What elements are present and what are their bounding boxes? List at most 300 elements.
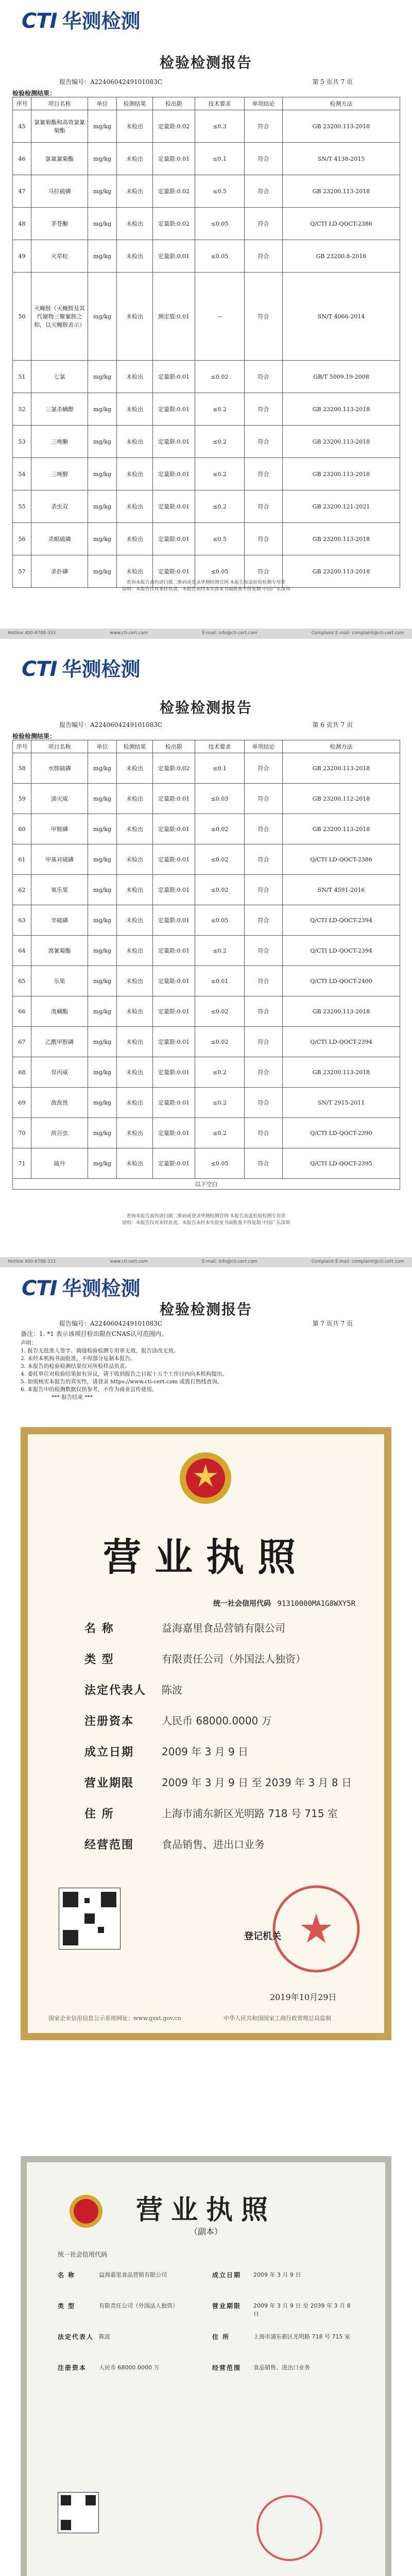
authority-label: 登记机关 xyxy=(244,1931,281,1942)
page-number: 第 6 页共 7 页 xyxy=(312,721,353,728)
license-copy-field-row xyxy=(58,2363,197,2372)
cell-unit: mg/kg xyxy=(88,875,117,905)
cell-unit: mg/kg xyxy=(88,208,117,240)
section-label: 检验检测结果： xyxy=(12,90,56,97)
cell-conc: 符合 xyxy=(245,555,283,588)
cell-method: GB 23200.113-2018 xyxy=(283,523,400,555)
cell-method: Q/CTI LD-QOCT-2400 xyxy=(283,966,400,996)
report-number: 报告编号：A2240604249101083C xyxy=(59,1320,163,1327)
cell-no: 58 xyxy=(13,753,31,784)
cell-method: Q/CTI LD-QOCT-2386 xyxy=(283,208,400,240)
col-req: 技术要求 xyxy=(195,740,245,753)
cell-result: 未检出 xyxy=(117,523,153,555)
field-value: 陈波 xyxy=(99,2333,110,2340)
cell-conc: 符合 xyxy=(245,273,283,361)
field-key: 名 称 xyxy=(58,2272,76,2279)
cell-result: 未检出 xyxy=(117,110,153,143)
report-number: 报告编号：A2240604249101083C xyxy=(59,721,163,728)
cell-no: 66 xyxy=(13,996,31,1027)
license-field-row xyxy=(84,1620,357,1636)
cell-name: 溴螨酯 xyxy=(31,996,88,1027)
table-row xyxy=(13,110,400,143)
table-row xyxy=(13,905,400,936)
cell-result: 未检出 xyxy=(117,1057,153,1088)
cell-limit: 定量限:0.01 xyxy=(153,490,195,523)
cell-unit: mg/kg xyxy=(88,273,117,361)
credit-label: 统一社会信用代码 xyxy=(58,2251,108,2258)
cell-no: 59 xyxy=(13,784,31,814)
cell-conc: 符合 xyxy=(245,1088,283,1118)
license-field-row xyxy=(84,1805,357,1821)
cell-unit: mg/kg xyxy=(88,143,117,175)
cell-name: 氯氟氰菊酯 xyxy=(31,143,88,175)
cell-name: 马拉硫磷 xyxy=(31,175,88,208)
cell-req: ≤0.02 xyxy=(195,996,245,1027)
remark: 备注：1. *1 表示该项目检出限在CNAS认可范围内。 xyxy=(21,1330,168,1337)
cell-method: GB 23200.113-2018 xyxy=(283,426,400,458)
cell-no: 47 xyxy=(13,175,31,208)
cell-limit: 测定值:0.01 xyxy=(153,273,195,361)
field-value: 2009 年 3 月 9 日 至 2039 年 3 月 8 日 xyxy=(162,1776,352,1789)
complaint-email[interactable]: Complaint E-mail: complaint@cti-cert.com xyxy=(311,1259,404,1264)
cell-conc: 符合 xyxy=(245,1118,283,1148)
cell-result: 未检出 xyxy=(117,905,153,936)
field-key: 法定代表人 xyxy=(58,2333,94,2341)
national-emblem-icon xyxy=(177,1450,234,1506)
cell-req: ≤0.5 xyxy=(195,523,245,555)
cell-name: 甲胺磷 xyxy=(31,814,88,844)
cell-method: GB 23200.113-2018 xyxy=(283,393,400,426)
table-row xyxy=(13,490,400,523)
table-row xyxy=(13,426,400,458)
cell-no: 49 xyxy=(13,240,31,273)
cell-no: 46 xyxy=(13,143,31,175)
cell-result: 未检出 xyxy=(117,361,153,393)
cell-conc: 符合 xyxy=(245,426,283,458)
cell-conc: 符合 xyxy=(245,905,283,936)
qr-code-icon xyxy=(58,2492,99,2533)
cell-limit: 定量限:0.02 xyxy=(153,175,195,208)
cell-req: ≤0.01 xyxy=(195,966,245,996)
cell-req: ≤0.2 xyxy=(195,393,245,426)
cti-logo xyxy=(22,5,141,33)
cell-limit: 定量限:0.01 xyxy=(153,784,195,814)
cell-result: 未检出 xyxy=(117,1148,153,1179)
cell-limit: 定量限:0.01 xyxy=(153,996,195,1027)
field-key: 成立日期 xyxy=(84,1745,134,1759)
declaration-items xyxy=(21,1340,391,1401)
cell-name: 敌百虫 xyxy=(31,1118,88,1148)
cell-limit: 定量限:0.01 xyxy=(153,458,195,490)
complaint-email[interactable]: Complaint E-mail: complaint@cti-cert.com xyxy=(311,631,404,636)
table-row xyxy=(13,753,400,784)
col-conc: 单项结论 xyxy=(245,740,283,753)
cell-unit: mg/kg xyxy=(88,490,117,523)
cell-limit: 定量限:0.01 xyxy=(153,875,195,905)
cell-unit: mg/kg xyxy=(88,1057,117,1088)
cell-conc: 符合 xyxy=(245,523,283,555)
license-copy-field-row xyxy=(58,2332,197,2341)
cell-unit: mg/kg xyxy=(88,1088,117,1118)
cell-result: 未检出 xyxy=(117,458,153,490)
cell-req: ≤0.2 xyxy=(195,1088,245,1118)
cell-result: 未检出 xyxy=(117,753,153,784)
cell-limit: 定量限:0.01 xyxy=(153,426,195,458)
cell-conc: 符合 xyxy=(245,814,283,844)
website[interactable]: www.cti-cert.com xyxy=(110,1259,148,1264)
declaration-item: 3. 本报告的检验检测结果仅对所检样品负责。 xyxy=(21,1363,130,1369)
cell-no: 63 xyxy=(13,905,31,936)
cell-limit: 定量限:0.01 xyxy=(153,1057,195,1088)
declaration-item: 4. 委托单位对检验结果如有异议，请于收到报告之日起十五个工作日内向本机构提出。 xyxy=(21,1371,228,1377)
table-row xyxy=(13,875,400,905)
cell-limit: 定量限:0.01 xyxy=(153,814,195,844)
cell-req: ≤0.02 xyxy=(195,875,245,905)
cell-name: 杀虫双 xyxy=(31,490,88,523)
page-number: 第 7 页共 7 页 xyxy=(312,1320,353,1327)
email[interactable]: E-mail: info@cti-cert.com xyxy=(202,631,258,636)
table-row xyxy=(13,523,400,555)
website[interactable]: www.cti-cert.com xyxy=(110,631,148,636)
cell-method: Q/CTI LD-QOCT-2394 xyxy=(283,936,400,966)
table-header xyxy=(13,97,400,110)
credit-code-row xyxy=(213,1598,355,1608)
page-number: 第 5 页共 7 页 xyxy=(312,78,353,86)
cell-limit: 定量限:0.02 xyxy=(153,753,195,784)
col-limit: 检出限 xyxy=(153,740,195,753)
field-value: 上海市浦东新区光明路 718 号 715 室 xyxy=(162,1807,338,1820)
cell-method: GB/T 5009.19-2008 xyxy=(283,361,400,393)
report-meta xyxy=(59,1319,353,1328)
cell-name: 氯氰菊酯和高效氯氰菊酯 xyxy=(31,110,88,143)
field-key: 营业期限 xyxy=(212,2302,242,2310)
cell-name: 三唑酮 xyxy=(31,426,88,458)
cell-unit: mg/kg xyxy=(88,523,117,555)
col-unit: 单位 xyxy=(88,97,117,110)
cell-limit: 定量限:0.01 xyxy=(153,936,195,966)
cell-limit: 定量限:0.01 xyxy=(153,555,195,588)
cell-unit: mg/kg xyxy=(88,1118,117,1148)
field-key: 经营范围 xyxy=(84,1838,134,1852)
field-key: 住 所 xyxy=(84,1807,114,1821)
cell-method: GB 23200.113-2018 xyxy=(283,555,400,588)
report-meta xyxy=(59,77,353,86)
field-value: 2009 年 3 月 9 日 至 2039 年 3 月 8 日 xyxy=(253,2302,351,2317)
cell-no: 68 xyxy=(13,1057,31,1088)
field-value: 人民币 68000.0000 万 xyxy=(162,1715,272,1727)
cell-no: 70 xyxy=(13,1118,31,1148)
cell-method: GB 23200.113-2018 xyxy=(283,753,400,784)
cell-limit: 定量限:0.01 xyxy=(153,1088,195,1118)
hotline: Hotline 400-6788-333 xyxy=(8,1259,56,1264)
cell-req: ≤0.05 xyxy=(195,208,245,240)
cell-conc: 符合 xyxy=(245,1148,283,1179)
table-row xyxy=(13,393,400,426)
field-value: 2009 年 3 月 9 日 xyxy=(162,1745,249,1758)
cell-name: 乙酰甲胺磷 xyxy=(31,1027,88,1057)
cell-unit: mg/kg xyxy=(88,426,117,458)
cell-conc: 符合 xyxy=(245,844,283,875)
table-row xyxy=(13,1118,400,1148)
cell-name: 甲基对硫磷 xyxy=(31,844,88,875)
cell-conc: 符合 xyxy=(245,875,283,905)
col-no: 序号 xyxy=(13,740,31,753)
cell-conc: 符合 xyxy=(245,208,283,240)
cell-name: 硫丹 xyxy=(31,1148,88,1179)
cell-limit: 定量限:0.01 xyxy=(153,361,195,393)
table-row xyxy=(13,361,400,393)
cell-conc: 符合 xyxy=(245,175,283,208)
declaration-item: 5. 如需核实本报告的真实性，请登录 https://www.cti-cert.com 或拨打热线查询。 xyxy=(21,1379,223,1385)
cell-conc: 符合 xyxy=(245,753,283,784)
cell-req: ≤0.02 xyxy=(195,1027,245,1057)
page-title: 检验检测报告 xyxy=(159,54,252,71)
cti-logo xyxy=(22,653,141,682)
cell-name: 异丙威 xyxy=(31,1057,88,1088)
cell-result: 未检出 xyxy=(117,240,153,273)
report-footer xyxy=(0,580,412,593)
cell-unit: mg/kg xyxy=(88,1148,117,1179)
cell-name: 灭草松 xyxy=(31,240,88,273)
cell-method: Q/CTI LD-QOCT-2390 xyxy=(283,1118,400,1148)
contact-bar xyxy=(8,631,404,636)
cell-method: GB 23200.113-2018 xyxy=(283,110,400,143)
cell-limit: 定量限:0.02 xyxy=(153,110,195,143)
cell-no: 51 xyxy=(13,361,31,393)
table-row xyxy=(13,143,400,175)
field-key: 法定代表人 xyxy=(84,1684,147,1697)
page-title: 检验检测报告 xyxy=(159,1301,252,1318)
declaration-item: 6. 本报告中的检测数据仅供参考，不作为商业宣传使用。 xyxy=(21,1386,158,1393)
cell-conc: 符合 xyxy=(245,490,283,523)
cell-req: ≤0.02 xyxy=(195,814,245,844)
cell-conc: 符合 xyxy=(245,458,283,490)
cell-unit: mg/kg xyxy=(88,814,117,844)
cell-result: 未检出 xyxy=(117,175,153,208)
cell-result: 未检出 xyxy=(117,966,153,996)
field-key: 类 型 xyxy=(84,1653,114,1666)
logo-brand: CTI xyxy=(22,9,57,33)
cell-no: 71 xyxy=(13,1148,31,1179)
cell-no: 48 xyxy=(13,208,31,240)
cell-no: 67 xyxy=(13,1027,31,1057)
business-license-copy xyxy=(21,2156,391,2576)
cell-no: 55 xyxy=(13,490,31,523)
cell-unit: mg/kg xyxy=(88,240,117,273)
field-value: 食品销售、进出口业务 xyxy=(253,2364,310,2371)
table-row xyxy=(13,208,400,240)
field-value: 益海嘉里食品营销有限公司 xyxy=(162,1622,285,1634)
report-page-5 xyxy=(0,0,412,629)
official-seal-icon xyxy=(270,1883,363,1975)
cell-method: GB 23200.113-2018 xyxy=(283,1057,400,1088)
table-row xyxy=(13,844,400,875)
field-key: 成立日期 xyxy=(212,2272,242,2279)
cell-method: Q/CTI LD-QOCT-2394 xyxy=(283,905,400,936)
declaration-item: 2. 未经本机构书面批准，不得部分复制本报告。 xyxy=(21,1355,136,1362)
cell-no: 57 xyxy=(13,555,31,588)
cell-limit: 定量限:0.01 xyxy=(153,1118,195,1148)
cell-req: ≤0.2 xyxy=(195,458,245,490)
table-row xyxy=(13,175,400,208)
col-name: 项目名称 xyxy=(31,97,88,110)
cell-no: 56 xyxy=(13,523,31,555)
cell-no: 61 xyxy=(13,844,31,875)
cell-unit: mg/kg xyxy=(88,393,117,426)
cell-unit: mg/kg xyxy=(88,458,117,490)
credit-code: 91310000MA1G8WXY5R xyxy=(277,1600,356,1608)
qr-code-icon xyxy=(59,1888,121,1950)
col-method: 检测方法 xyxy=(283,97,400,110)
field-key: 住 所 xyxy=(212,2333,230,2341)
license-title: 营业执照 xyxy=(103,1535,309,1580)
cell-conc: 符合 xyxy=(245,966,283,996)
table-end-note: 以下空白 xyxy=(13,1179,400,1190)
supervisor-note: 中华人民共和国国家工商行政管理总局监制 xyxy=(224,2015,331,2022)
cell-req: ≤0.2 xyxy=(195,1118,245,1148)
cell-method: GB 23200.112-2018 xyxy=(283,784,400,814)
cell-result: 未检出 xyxy=(117,996,153,1027)
cell-unit: mg/kg xyxy=(88,996,117,1027)
cell-no: 45 xyxy=(13,110,31,143)
field-key: 名 称 xyxy=(84,1622,114,1635)
license-field-row xyxy=(84,1774,357,1790)
cell-result: 未检出 xyxy=(117,555,153,588)
cell-req: ≤0.03 xyxy=(195,784,245,814)
table-row xyxy=(13,458,400,490)
cell-req: ≤0.02 xyxy=(195,844,245,875)
email[interactable]: E-mail: info@cti-cert.com xyxy=(202,1259,258,1264)
license-field-row xyxy=(84,1651,357,1667)
cell-no: 60 xyxy=(13,814,31,844)
cti-logo xyxy=(22,1273,141,1301)
logo-cn: 华测检测 xyxy=(62,1277,141,1300)
cell-conc: 符合 xyxy=(245,240,283,273)
cell-limit: 定量限:0.01 xyxy=(153,844,195,875)
cell-limit: 定量限:0.01 xyxy=(153,240,195,273)
cell-req: ≤0.2 xyxy=(195,1057,245,1088)
cell-req: ≤0.05 xyxy=(195,1148,245,1179)
cell-no: 62 xyxy=(13,875,31,905)
cell-no: 65 xyxy=(13,966,31,996)
license-field-row xyxy=(84,1713,357,1728)
cell-conc: 符合 xyxy=(245,784,283,814)
cell-req: ≤0.1 xyxy=(195,753,245,784)
license-field-row xyxy=(84,1682,357,1698)
footer-line-1: 查询本报告真伪请扫描二维码或登录华测检测官网 本报告加盖检验检测专用章 xyxy=(126,580,286,585)
cell-result: 未检出 xyxy=(117,426,153,458)
cell-req: ≤0.5 xyxy=(195,175,245,208)
cell-result: 未检出 xyxy=(117,143,153,175)
cell-no: 53 xyxy=(13,426,31,458)
table-header xyxy=(13,740,400,753)
cell-method: GB 23200.113-2018 xyxy=(283,814,400,844)
field-key: 注册资本 xyxy=(58,2364,87,2371)
cell-no: 64 xyxy=(13,936,31,966)
cell-conc: 符合 xyxy=(245,1057,283,1088)
license-copy-field-row xyxy=(58,2301,197,2310)
logo-brand: CTI xyxy=(22,657,57,681)
field-value: 有限责任公司（外国法人独资） xyxy=(162,1653,306,1665)
col-result: 检测结果 xyxy=(117,97,153,110)
cell-no: 50 xyxy=(13,273,31,361)
cell-result: 未检出 xyxy=(117,784,153,814)
cell-method: SN/T 4066-2014 xyxy=(283,273,400,361)
col-result: 检测结果 xyxy=(117,740,153,753)
table-row xyxy=(13,1148,400,1179)
hotline: Hotline 400-6788-333 xyxy=(8,631,56,636)
cell-name: 溴氰菊酯 xyxy=(31,936,88,966)
cell-conc: 符合 xyxy=(245,143,283,175)
cell-method: GB 23200.8-2016 xyxy=(283,240,400,273)
table-row xyxy=(13,1057,400,1088)
cell-result: 未检出 xyxy=(117,1118,153,1148)
license-copy-field-row xyxy=(212,2301,351,2318)
cell-no: 52 xyxy=(13,393,31,426)
cell-req: ≤0.05 xyxy=(195,555,245,588)
field-key: 类 型 xyxy=(58,2302,76,2310)
cell-method: Q/CTI LD-QOCT-2395 xyxy=(283,1148,400,1179)
cell-name: 氧乐果 xyxy=(31,875,88,905)
report-end: *** 报告结束 *** xyxy=(52,1394,93,1400)
field-value: 人民币 68000.0000 万 xyxy=(99,2364,160,2371)
field-key: 注册资本 xyxy=(84,1715,134,1728)
license-copy-field-row xyxy=(58,2270,197,2279)
cell-name: 三唑醇 xyxy=(31,458,88,490)
table-row xyxy=(13,784,400,814)
table-row xyxy=(13,996,400,1027)
cell-result: 未检出 xyxy=(117,844,153,875)
credit-label: 统一社会信用代码 xyxy=(213,1600,271,1608)
cell-req: ≤0.2 xyxy=(195,426,245,458)
cell-req: ≤0.3 xyxy=(195,110,245,143)
page-title: 检验检测报告 xyxy=(159,699,252,716)
col-method: 检测方法 xyxy=(283,740,400,753)
declaration-item: 1. 报告无批准人签字、骑缝检验检测专用章无效，报告涂改无效。 xyxy=(21,1348,179,1354)
cell-method: GB 23200.113-2018 xyxy=(283,175,400,208)
table-row xyxy=(13,814,400,844)
cell-limit: 定量限:0.01 xyxy=(153,905,195,936)
cell-result: 未检出 xyxy=(117,936,153,966)
cell-method: Q/CTI LD-QOCT-2394 xyxy=(283,1027,400,1057)
cell-limit: 定量限:0.01 xyxy=(153,393,195,426)
license-field-row xyxy=(84,1836,357,1852)
col-no: 序号 xyxy=(13,97,31,110)
cell-limit: 定量限:0.01 xyxy=(153,966,195,996)
cell-name: 茅苍酮 xyxy=(31,208,88,240)
cell-method: SN/T 4591-2016 xyxy=(283,875,400,905)
cell-name: 辛硫磷 xyxy=(31,905,88,936)
cell-result: 未检出 xyxy=(117,814,153,844)
cell-req: ≤0.2 xyxy=(195,490,245,523)
cell-conc: 符合 xyxy=(245,361,283,393)
cell-unit: mg/kg xyxy=(88,966,117,996)
cell-method: GB 23200.121-2021 xyxy=(283,490,400,523)
results-table-2 xyxy=(12,740,400,1190)
logo-cn: 华测检测 xyxy=(62,10,141,32)
cell-conc: 符合 xyxy=(245,936,283,966)
field-value: 上海市浦东新区光明路 718 号 715 室 xyxy=(253,2333,350,2340)
cell-conc: 符合 xyxy=(245,110,283,143)
cell-result: 未检出 xyxy=(117,273,153,361)
col-req: 技术要求 xyxy=(195,97,245,110)
footer-line-2: 说明：本报告仅对来样负责，本报告未经本实验室书面批准不得复制 中国广东深圳 xyxy=(122,1221,290,1226)
table-row xyxy=(13,936,400,966)
cell-name: 水胺硫磷 xyxy=(31,753,88,784)
report-footer xyxy=(0,1213,412,1227)
cell-name: 七氯 xyxy=(31,361,88,393)
cell-name: 杀螟硫磷 xyxy=(31,523,88,555)
